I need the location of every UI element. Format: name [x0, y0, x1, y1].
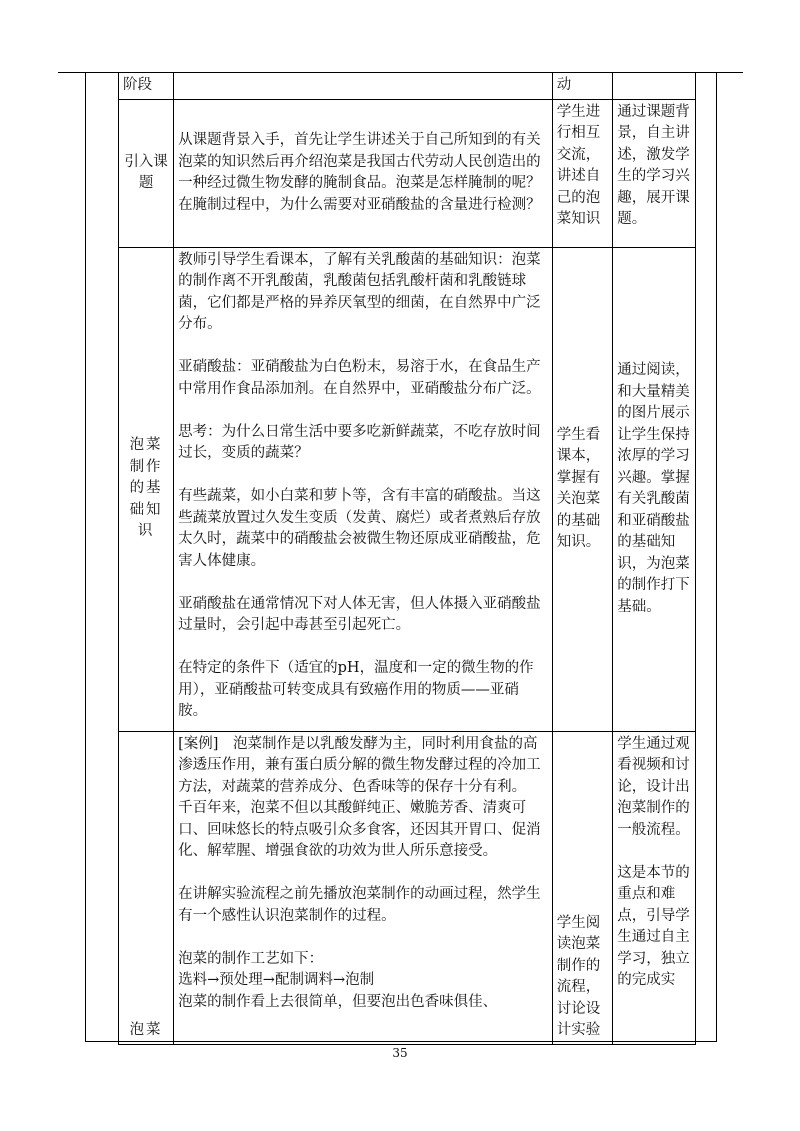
- content-basics-p6: 在特定的条件下（适宜的pH，温度和一定的微生物的作用），亚硝酸盐可转变成具有致癌作用的物质——亚硝胺。: [178, 660, 534, 719]
- stage-process: [119, 731, 174, 1044]
- content-basics-p2: 亚硝酸盐：亚硝酸盐为白色粉末，易溶于水，在食品生产中常用作食品添加剂。在自然界中，亚硝酸盐分布广泛。: [178, 359, 541, 397]
- design-intro: 通过课题背景，自主讲述，激发学生的学习兴趣，展开课题。: [613, 99, 696, 247]
- content-process-p4: 泡菜的制作工艺如下：: [178, 950, 324, 967]
- page-number: 35: [392, 1046, 408, 1060]
- header-content: [174, 73, 553, 100]
- table-row-process: [119, 731, 696, 1044]
- design-process: [613, 731, 696, 1044]
- content-process-p5: 选料→预处理→配制调料→泡制: [178, 972, 375, 988]
- design-process-b: 这是本节的重点和难点，引导学生通过自主学习，独立的完成实: [617, 864, 690, 988]
- student-process: [552, 731, 612, 1044]
- content-process-p2: 千百年来，泡菜不但以其酸鲜纯正、嫩脆芳香、清爽可口、回味悠长的特点吸引众多食客，还因其开胃口、促消化、解荤腥、增强食欲的功效为世人所乐意接受。: [178, 800, 541, 859]
- content-process-p3: 在讲解实验流程之前先播放泡菜制作的动画过程，然学生有一个感性认识泡菜制作的过程。: [178, 886, 541, 924]
- table-header-row: [119, 73, 696, 100]
- content-basics-p5: 亚硝酸盐在通常情况下对人体无害，但人体摄入亚硝酸盐过量时，会引起中毒甚至引起死亡。: [178, 595, 541, 633]
- content-basics-p1: 教师引导学生看课本，了解有关乳酸菌的基础知识：泡菜的制作离不开乳酸菌，乳酸菌包括乳酸杆菌和乳酸链球菌，它们都是严格的异养厌氧型的细菌，在自然界中广泛分布。: [178, 251, 541, 332]
- content-process-p6: 泡菜的制作看上去很简单，但要泡出色香味俱佳、: [178, 993, 498, 1010]
- design-basics: 通过阅读，和大量精美的图片展示让学生保持浓厚的学习兴趣。掌握有关乳酸菌和亚硝酸盐的基础知识，为泡菜的制作打下基础。: [613, 247, 696, 731]
- stage-process-label: 泡菜: [129, 1022, 163, 1038]
- student-basics: 学生看课本，掌握有关泡菜的基础知识。: [552, 247, 612, 731]
- content-intro-p1: 从课题背景入手，首先让学生讲述关于自己所知到的有关泡菜的知识然后再介绍泡菜是我国古代劳动人民创造出的一种经过微生物发酵的腌制食品。泡菜是怎样腌制的呢？在腌制过程中，为什么需要对亚硝酸盐的含量进行检测？: [178, 132, 541, 213]
- lesson-plan-table: [118, 72, 696, 1045]
- content-intro: [174, 99, 553, 247]
- stage-basics: 泡菜制作的基础知识: [119, 247, 174, 731]
- content-basics: [174, 247, 553, 731]
- content-basics-p3: 思考：为什么日常生活中要多吃新鲜蔬菜，不吃存放时间过长，变质的蔬菜？: [178, 423, 541, 461]
- stage-intro: 引入课题: [119, 99, 174, 247]
- student-intro: 学生进行相互交流，讲述自己的泡菜知识: [552, 99, 612, 247]
- table-row-basics: [119, 247, 696, 731]
- content-basics-p4: 有些蔬菜，如小白菜和萝卜等，含有丰富的硝酸盐。当这些蔬菜放置过久发生变质（发黄、腐烂）或者煮熟后存放太久时，蔬菜中的硝酸盐会被微生物还原成亚硝酸盐，危害人体健康。: [178, 488, 541, 569]
- design-process-a: 学生通过观看视频和讨论，设计出泡菜制作的一般流程。: [617, 735, 690, 838]
- header-design: [613, 73, 696, 100]
- table-row-intro: [119, 99, 696, 247]
- student-process-text: 学生阅读泡菜制作的流程，讨论设计实验: [556, 914, 601, 1038]
- content-process-p1: [案例] 泡菜制作是以乳酸发酵为主，同时利用食盐的高渗透压作用，兼有蛋白质分解的微生物发酵过程的冷加工方法，对蔬菜的营养成分、色香味等的保存十分有利。: [178, 735, 541, 795]
- header-stage: 阶段: [119, 73, 174, 100]
- header-student: 动: [552, 73, 612, 100]
- content-process: [174, 731, 553, 1044]
